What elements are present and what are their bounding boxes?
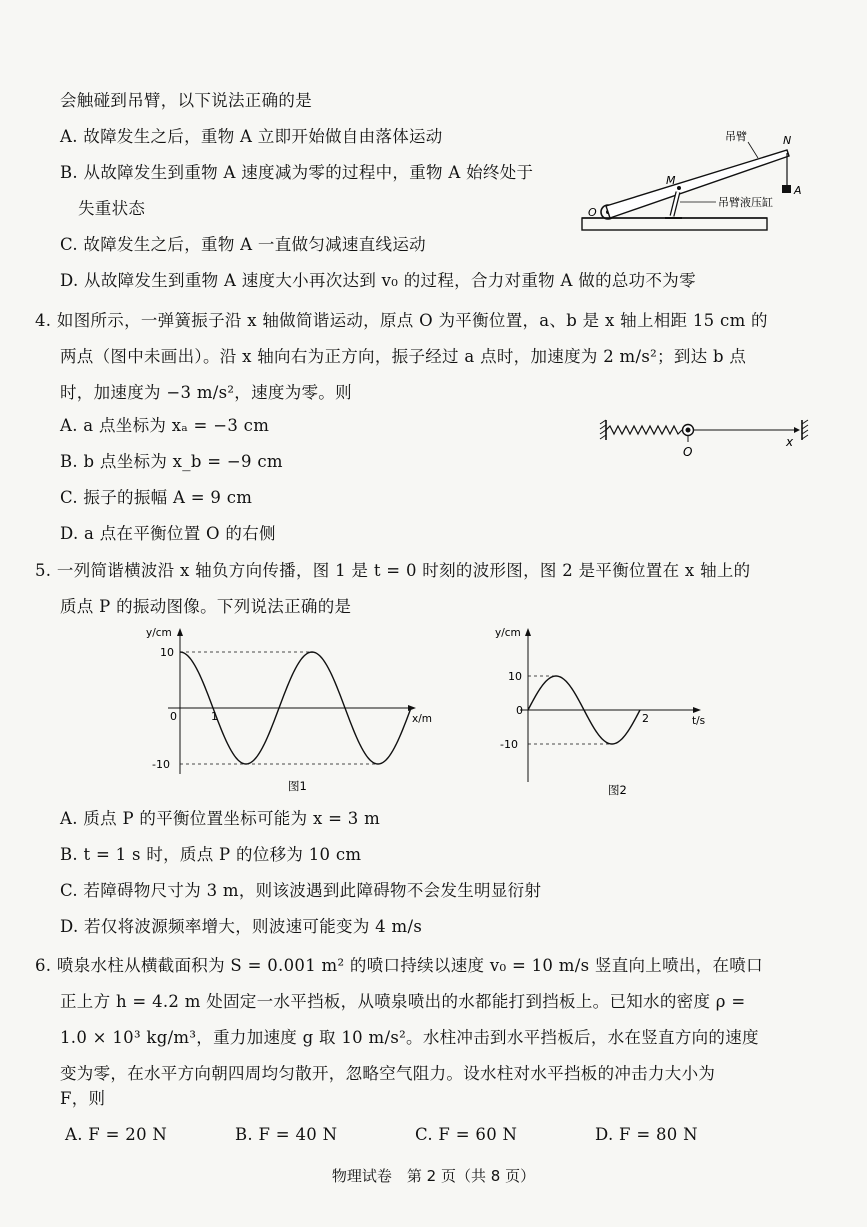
q4-stem-3: 时，加速度为 −3 m/s²，速度为零。则 [60, 383, 352, 402]
q5-stem-2: 质点 P 的振动图像。下列说法正确的是 [60, 597, 352, 616]
q4-option-b: B. b 点坐标为 x_b = −9 cm [60, 452, 283, 471]
q5-option-d: D. 若仅将波源频率增大，则波速可能变为 4 m/s [60, 917, 423, 936]
label-o: O [588, 206, 597, 219]
q3-option-d: D. 从故障发生到重物 A 速度大小再次达到 v₀ 的过程，合力对重物 A 做的总功不为零 [60, 271, 696, 290]
vibration-graph-fig2 [490, 622, 720, 800]
q3-stem-tail: 会触碰到吊臂，以下说法正确的是 [60, 91, 312, 110]
fig1-tick-m10: -10 [152, 758, 170, 771]
fig1-xlabel: x/m [412, 713, 432, 725]
q6-option-d: D. F = 80 N [595, 1125, 698, 1144]
label-a: A [794, 184, 802, 197]
wave-graph-fig1 [140, 622, 450, 797]
q6-stem-5: F，则 [60, 1089, 106, 1108]
weight-a [782, 185, 791, 193]
fig2-ylabel: y/cm [495, 627, 521, 639]
fig2-tick-m10: -10 [500, 738, 518, 751]
q6-stem-1: 6. 喷泉水柱从横截面积为 S = 0.001 m² 的喷口持续以速度 v₀ = 10 m/s 竖直向上喷出，在喷口 [35, 956, 763, 975]
fig1-tick-0: 0 [170, 710, 177, 723]
q3-option-b: B. 从故障发生到重物 A 速度减为零的过程中，重物 A 始终处于 [60, 163, 534, 182]
spring-label-o: O [683, 445, 693, 459]
q3-option-a: A. 故障发生之后，重物 A 立即开始做自由落体运动 [60, 127, 443, 146]
q4-stem-2: 两点（图中未画出）。沿 x 轴向右为正方向，振子经过 a 点时，加速度为 2 m/s²；到达 b 点 [60, 347, 747, 366]
q3-option-c: C. 故障发生之后，重物 A 一直做匀减速直线运动 [60, 235, 426, 254]
spring-label-x: x [786, 435, 794, 449]
spring-diagram [598, 416, 810, 464]
fig1-tick-1: 1 [211, 710, 218, 723]
crane-diagram [580, 128, 805, 240]
q6-option-b: B. F = 40 N [235, 1125, 338, 1144]
label-arm: 吊臂 [725, 130, 747, 143]
q5-option-c: C. 若障碍物尺寸为 3 m，则该波遇到此障碍物不会发生明显衍射 [60, 881, 542, 900]
q4-option-d: D. a 点在平衡位置 O 的右侧 [60, 524, 276, 543]
fig2-caption: 图2 [608, 783, 627, 797]
q4-stem-1: 4. 如图所示，一弹簧振子沿 x 轴做简谐运动，原点 O 为平衡位置，a、b 是 x 轴上相距 15 cm 的 [35, 311, 768, 330]
crane-base [582, 218, 767, 230]
label-leader-arm [748, 142, 758, 158]
label-m: M [666, 174, 676, 187]
q6-stem-3: 1.0 × 10³ kg/m³，重力加速度 g 取 10 m/s²。水柱冲击到水平挡板后，水在竖直方向的速度 [60, 1028, 759, 1047]
q5-option-a: A. 质点 P 的平衡位置坐标可能为 x = 3 m [60, 809, 381, 828]
q4-option-c: C. 振子的振幅 A = 9 cm [60, 488, 253, 507]
fig2-tick-0: 0 [516, 704, 523, 717]
fig1-tick-10: 10 [160, 646, 174, 659]
q4-option-a: A. a 点坐标为 xₐ = −3 cm [60, 416, 270, 435]
q5-option-b: B. t = 1 s 时，质点 P 的位移为 10 cm [60, 845, 362, 864]
q6-stem-2: 正上方 h = 4.2 m 处固定一水平挡板，从喷泉喷出的水都能打到挡板上。已知水的密度 ρ = [60, 992, 746, 1011]
q6-stem-4: 变为零，在水平方向朝四周均匀散开，忽略空气阻力。设水柱对水平挡板的冲击力大小为 [60, 1064, 716, 1083]
q6-option-a: A. F = 20 N [65, 1125, 168, 1144]
fig1-caption: 图1 [288, 779, 307, 793]
fig2-tick-10: 10 [508, 670, 522, 683]
fig2-tick-2: 2 [642, 712, 649, 725]
q5-stem-1: 5. 一列简谐横波沿 x 轴负方向传播，图 1 是 t = 0 时刻的波形图，图 2 是平衡位置在 x 轴上的 [35, 561, 751, 580]
fig2-xlabel: t/s [692, 715, 706, 727]
q6-option-c: C. F = 60 N [415, 1125, 518, 1144]
fig1-ylabel: y/cm [146, 627, 172, 639]
label-n: N [783, 134, 792, 147]
page-footer: 物理试卷 第 2 页（共 8 页） [331, 1167, 536, 1185]
label-cylinder: 吊臂液压缸 [718, 196, 773, 209]
spring [606, 426, 682, 434]
q3-option-b-cont: 失重状态 [78, 199, 146, 218]
